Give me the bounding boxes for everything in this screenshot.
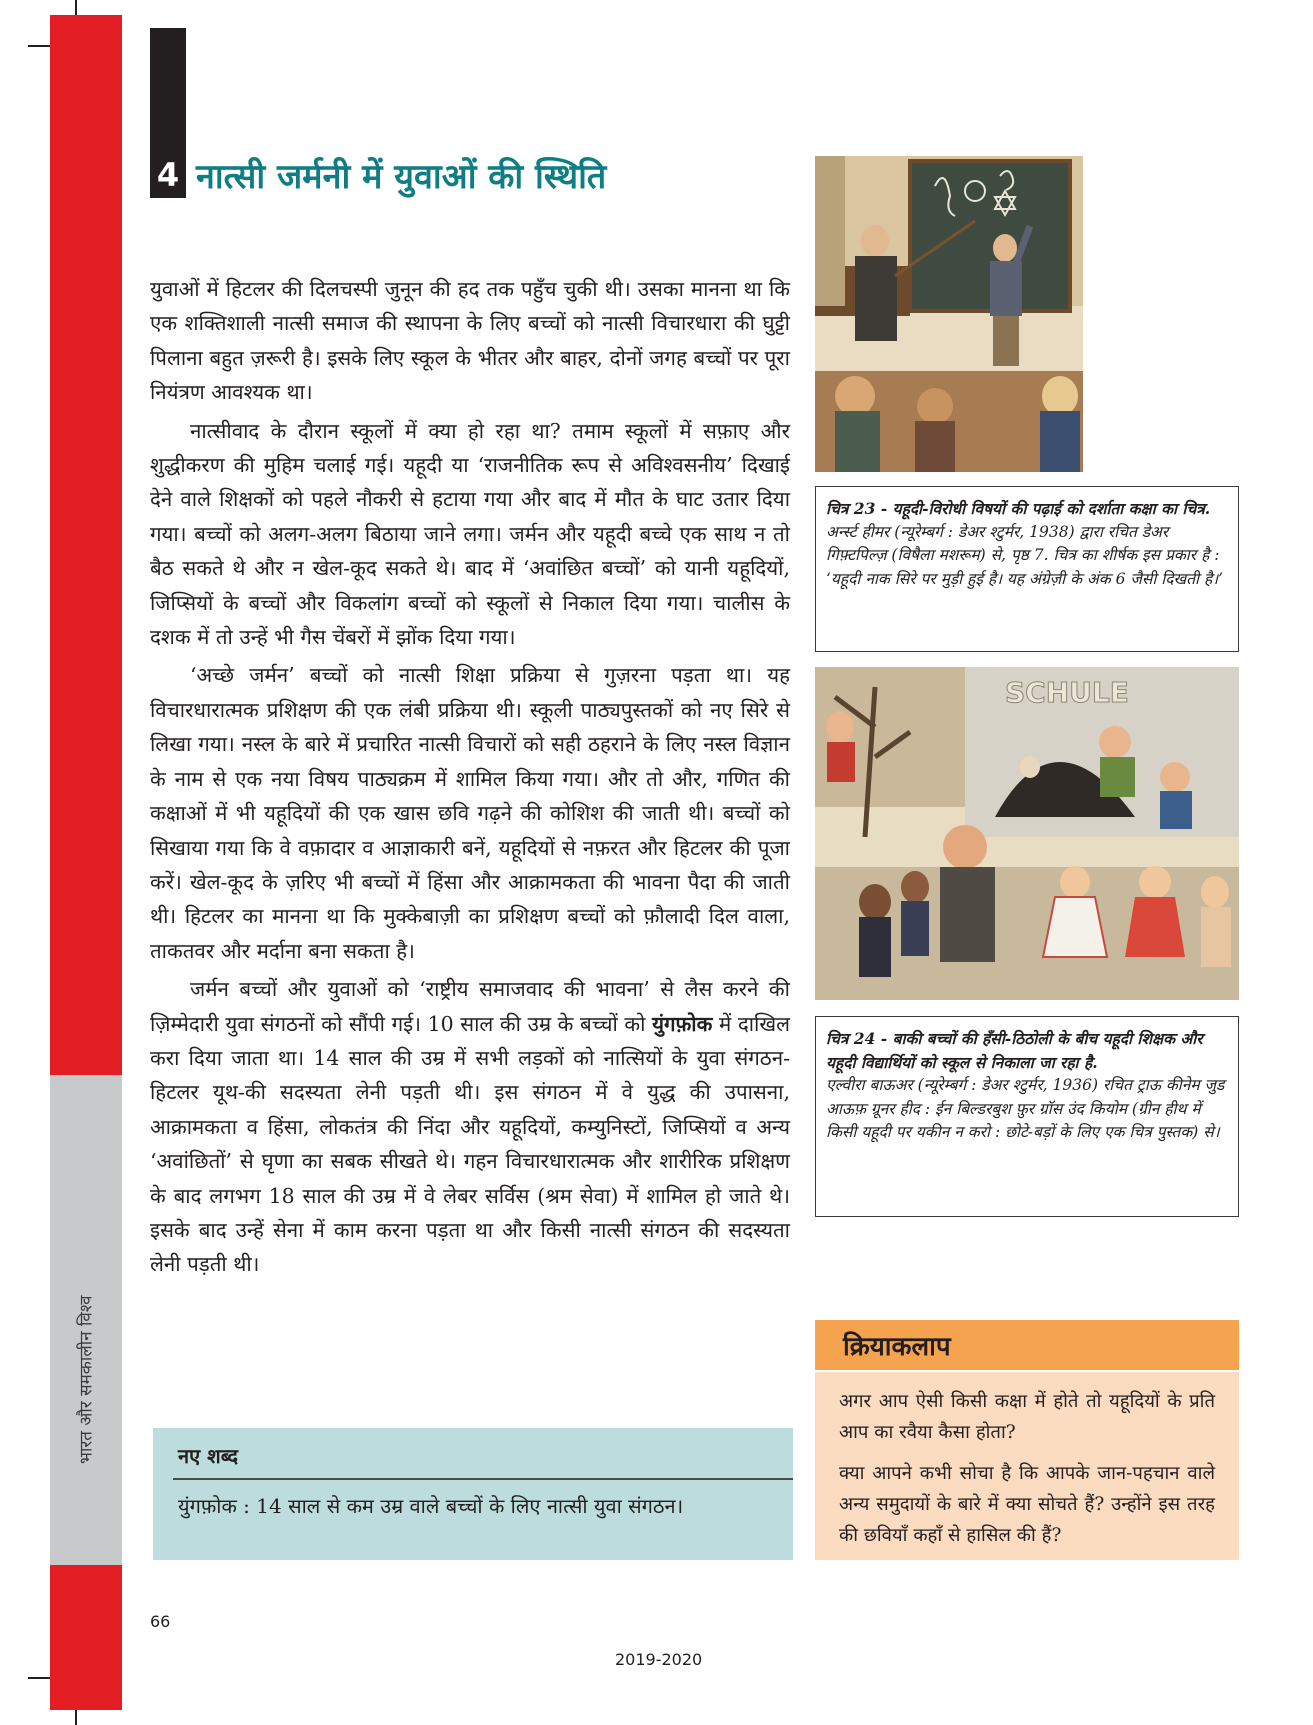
figure-23-image: [815, 156, 1083, 472]
activity-heading: क्रियाकलाप: [815, 1320, 1239, 1370]
section-heading: [150, 152, 606, 198]
paragraph: युवाओं में हिटलर की दिलचस्पी जुनून की हद तक पहुँच चुकी थी। उसका मानना था कि एक शक्तिशाली नात्सी समाज की स्थापना के लिए बच्चों को नात्सी विचारधारा की घुट्टी पिलाना बहुत ज़रूरी है। इसके लिए स्कूल के भीतर और बाहर, दोनों जगह बच्चों पर पूरा नियंत्रण आवश्यक था।: [150, 277, 790, 405]
main-text: [150, 272, 790, 1282]
side-band-red-bottom: [50, 1565, 122, 1710]
new-words-box: [153, 1428, 793, 1560]
figure-24-image: [815, 667, 1239, 1000]
activity-question: अगर आप ऐसी किसी कक्षा में होते तो यहूदियों के प्रति आप का रवैया कैसा होता?: [839, 1391, 1215, 1443]
new-words-heading: नए शब्द: [178, 1444, 239, 1468]
side-band-red-top: [50, 15, 122, 1075]
paragraph: [150, 972, 790, 1282]
caption-title: चित्र 23 - यहूदी-विरोधी विषयों की पढ़ाई को दर्शाता कक्षा का चित्र.: [826, 499, 1211, 518]
page-number: 66: [150, 1612, 171, 1631]
book-title-vertical: भारत और समकालीन विश्व: [76, 1295, 97, 1465]
figure-23-caption: [815, 486, 1239, 652]
activity-box: [815, 1372, 1239, 1560]
edition-year: 2019-2020: [615, 1650, 703, 1669]
schoolyard-illustration: [815, 667, 1239, 1000]
paragraph: नात्सीवाद के दौरान स्कूलों में क्या हो रहा था? तमाम स्कूलों में सफ़ाए और शुद्धीकरण की मुहिम चलाई गई। यहूदी या ‘राजनीतिक रूप से अविश्वसनीय’ दिखाई देने वाले शिक्षकों को पहले नौकरी से हटाया गया और बाद में मौत के घाट उतार दिया गया। बच्चों को अलग-अलग बिठाया जाने लगा। जर्मन और यहूदी बच्चे एक साथ न तो बैठ सकते थे और न खेल-कूद सकते थे। बाद में ‘अवांछित बच्चों’ को यानी यहूदियों, जिप्सियों के बच्चों और विकलांग बच्चों को स्कूलों से निकाल दिया गया। चालीस के दशक में तो उन्हें भी गैस चेंबरों में झोंक दिया गया।: [150, 418, 790, 650]
divider: [173, 1478, 793, 1480]
caption-title: चित्र 24 - बाकी बच्चों की हँसी-ठिठोली के बीच यहूदी शिक्षक और यहूदी विद्यार्थियों को स्कूल से निकाला जा रहा है.: [826, 1029, 1203, 1072]
caption-text: अर्न्स्ट हीमर (न्यूरेम्बर्ग : डेअर श्टुर्मर, 1938) द्वारा रचित डेअर गिफ़्टपिल्ज़ (विषैला मशरूम) से, पृष्ठ 7. चित्र का शीर्षक इस प्रकार है : ‘यहूदी नाक सिरे पर मुड़ी हुई है। यह अंग्रेज़ी के अंक 6 जैसी दिखती है।’: [826, 522, 1224, 588]
crop-mark: [28, 45, 50, 47]
paragraph-text: में दाखिल करा दिया जाता था। 14 साल की उम्र में सभी लड़कों को नात्सियों के युवा संगठन-हिटलर यूथ-की सदस्यता लेनी पड़ती थी। इस संगठन में वे युद्ध की उपासना, आक्रामकता व हिंसा, लोकतंत्र की निंदा और यहूदियों, कम्युनिस्टों, जिप्सियों व अन्य ‘अवांछितों’ से घृणा का सबक सीखते थे। गहन विचारधारात्मक और शारीरिक प्रशिक्षण के बाद लगभग 18 साल की उम्र में वे लेबर सर्विस (श्रम सेवा) में शामिल हो जाते थे। इसके बाद उन्हें सेना में काम करना पड़ता था और किसी नात्सी संगठन की सदस्यता लेनी पड़ती थी।: [150, 1011, 790, 1277]
classroom-illustration: [815, 156, 1083, 472]
caption-text: एल्वीरा बाऊअर (न्यूरेम्बर्ग : डेअर श्टुर्मर, 1936) रचित ट्राऊ कीनेम जुड आऊफ़ ग्रूनर हीद : ईन बिल्डरबुश फ़ुर ग्रॉस उंद कियोम (ग्रीन हीथ में किसी यहूदी पर यकीन न करो : छोटे-बड़ों के लिए एक चित्र पुस्तक) से।: [826, 1076, 1225, 1141]
crop-mark: [28, 1677, 50, 1679]
keyword: युंगफ़ोक: [652, 1011, 713, 1036]
section-title: नात्सी जर्मनी में युवाओं की स्थिति: [196, 157, 607, 197]
activity-question: क्या आपने कभी सोचा है कि आपके जान-पहचान वाले अन्य समुदायों के बारे में क्या सोचते हैं? उन्होंने इस तरह की छवियाँ कहाँ से हासिल की हैं?: [839, 1463, 1215, 1546]
figure-24-caption: [815, 1016, 1239, 1217]
paragraph: ‘अच्छे जर्मन’ बच्चों को नात्सी शिक्षा प्रक्रिया से गुज़रना पड़ता था। यह विचारधारात्मक प्रशिक्षण की एक लंबी प्रक्रिया थी। स्कूली पाठ्यपुस्तकों को नए सिरे से लिखा गया। नस्ल के बारे में प्रचारित नात्सी विचारों को सही ठहराने के लिए नस्ल विज्ञान के नाम से एक नया विषय पाठ्यक्रम में शामिल किया गया। और तो और, गणित की कक्षाओं में भी यहूदियों की एक खास छवि गढ़ने की कोशिश की जाती थी। बच्चों को सिखाया गया कि वे वफ़ादार व आज्ञाकारी बनें, यहूदियों से नफ़रत और हिटलर की पूजा करें। खेल-कूद के ज़रिए भी बच्चों में हिंसा और आक्रामकता की भावना पैदा की जाती थी। हिटलर का मानना था कि मुक्केबाज़ी का प्रशिक्षण बच्चों को फ़ौलादी दिल वाला, ताकतवर और मर्दाना बना सकता है।: [150, 663, 790, 963]
new-words-definition: युंगफ़ोक : 14 साल से कम उम्र वाले बच्चों के लिए नात्सी युवा संगठन।: [178, 1494, 684, 1518]
school-sign: SCHULE: [1005, 676, 1129, 709]
paragraph-text: जर्मन बच्चों और युवाओं को ‘राष्ट्रीय समाजवाद की भावना’ से लैस करने की ज़िम्मेदारी युवा संगठनों को सौंपी गई। 10 साल की उम्र के बच्चों को: [150, 977, 790, 1036]
section-number: 4: [150, 152, 186, 198]
